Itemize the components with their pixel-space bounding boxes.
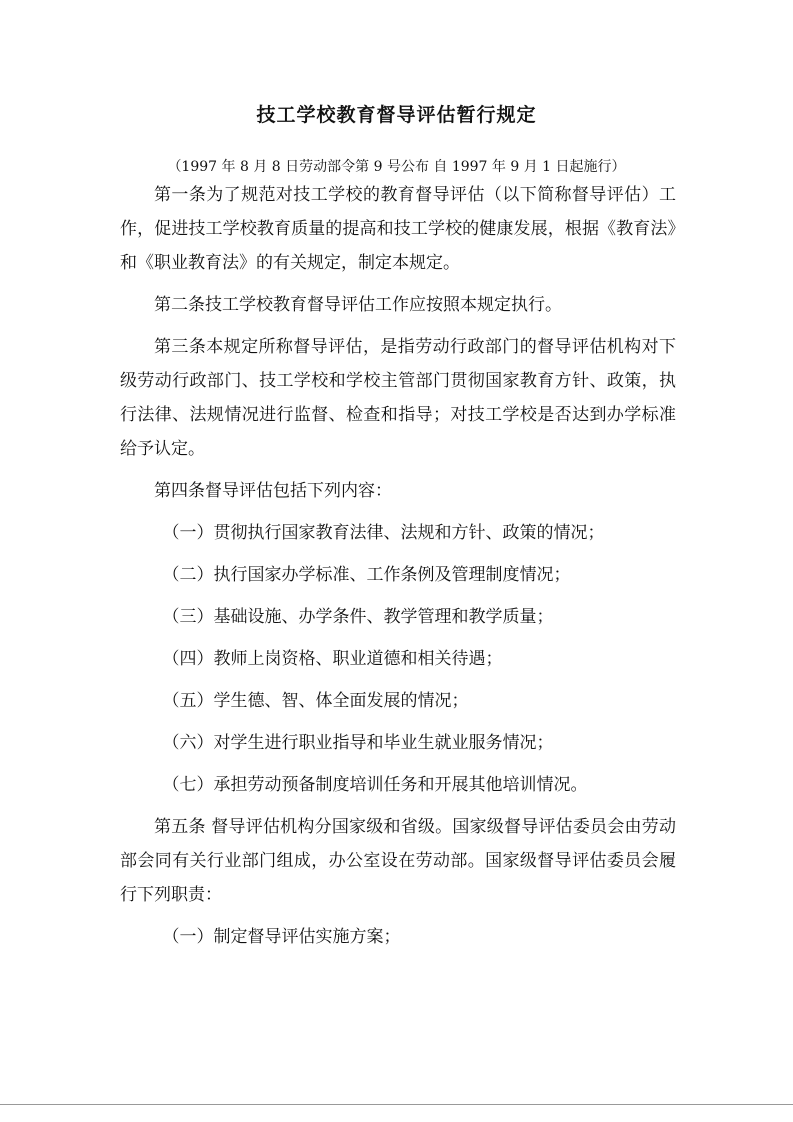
paragraph-article-3: 第三条本规定所称督导评估，是指劳动行政部门的督导评估机构对下级劳动行政部门、技工学校和学校主管部门贯彻国家教育方针、政策，执行法律、法规情况进行监督、检查和指导；对技工学校是否达到办学标准给予认定。 — [120, 337, 676, 459]
list-item: （三）基础设施、办学条件、教学管理和教学质量； — [162, 607, 554, 627]
document-body — [120, 178, 676, 962]
list-item: （七）承担劳动预备制度培训任务和开展其他培训情况。 — [162, 775, 588, 795]
document-title: 技工学校教育督导评估暂行规定 — [256, 104, 537, 126]
list-item: （四）教师上岗资格、职业道德和相关待遇； — [162, 649, 503, 669]
paragraph-article-2: 第二条技工学校教育督导评估工作应按照本规定执行。 — [154, 295, 562, 315]
document-subtitle: （1997 年 8 月 8 日劳动部令第 9 号公布 自 1997 年 9 月 1 日起施行） — [167, 159, 626, 175]
paragraph-article-5: 第五条 督导评估机构分国家级和省级。国家级督导评估委员会由劳动部会同有关行业部门组成，办公室设在劳动部。国家级督导评估委员会履行下列职责： — [120, 817, 676, 905]
list-item: （一）制定督导评估实施方案； — [162, 927, 401, 947]
list-item: （二）执行国家办学标准、工作条例及管理制度情况； — [162, 565, 571, 585]
paragraph-article-4: 第四条督导评估包括下列内容： — [154, 481, 392, 501]
paragraph-article-1: 第一条为了规范对技工学校的教育督导评估（以下简称督导评估）工作，促进技工学校教育质量的提高和技工学校的健康发展，根据《教育法》和《职业教育法》的有关规定，制定本规定。 — [120, 185, 676, 273]
page-bottom-divider — [0, 1104, 793, 1105]
list-item: （六）对学生进行职业指导和毕业生就业服务情况； — [162, 733, 554, 753]
list-item: （五）学生德、智、体全面发展的情况； — [162, 691, 469, 711]
list-item: （一）贯彻执行国家教育法律、法规和方针、政策的情况； — [162, 523, 605, 543]
